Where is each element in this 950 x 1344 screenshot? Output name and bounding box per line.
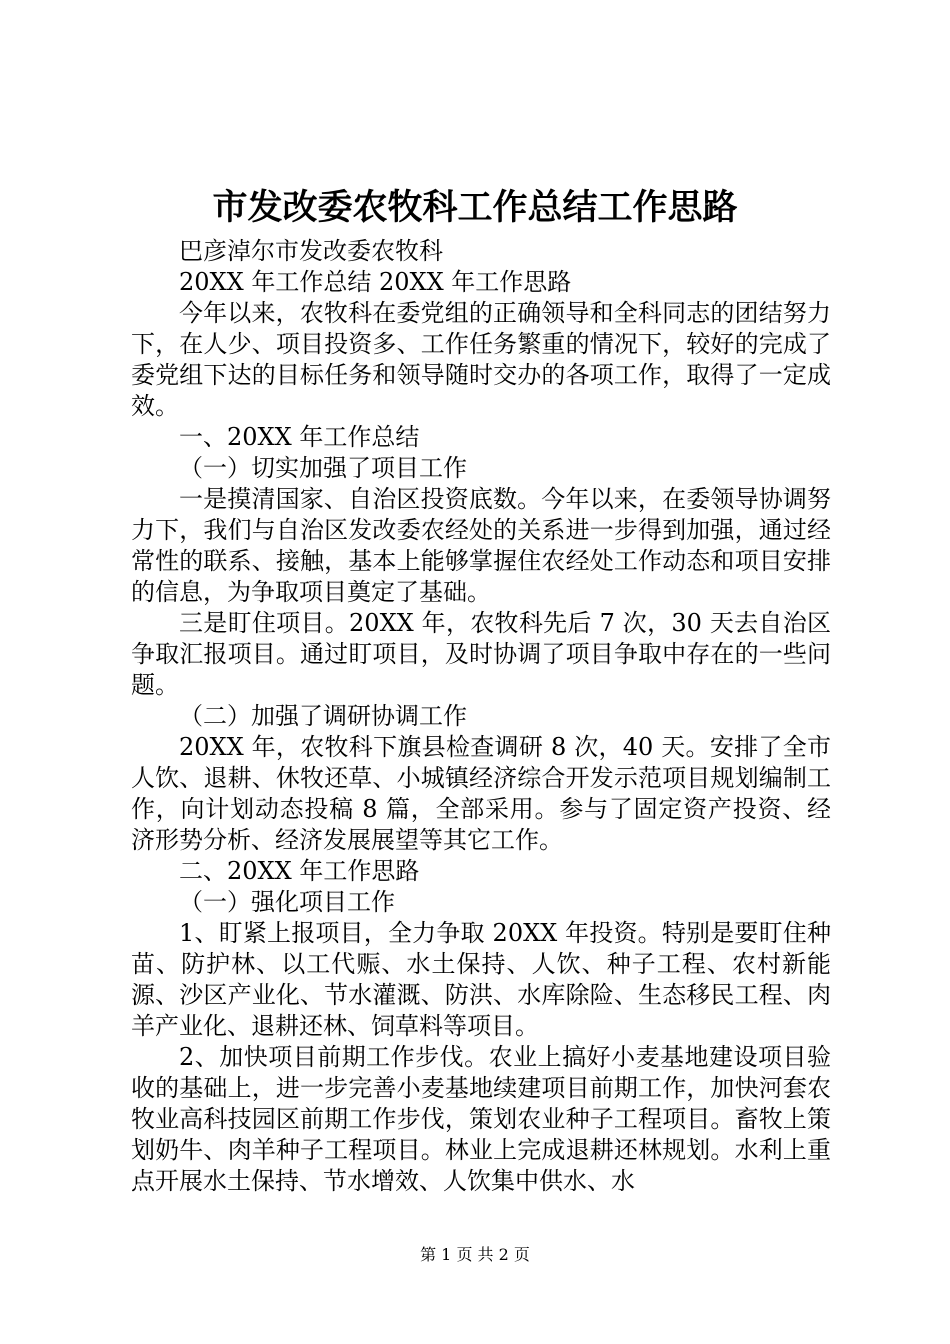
subsection-heading-research: （二）加强了调研协调工作 xyxy=(179,702,467,730)
subsection-heading-strengthen: （一）强化项目工作 xyxy=(179,888,395,916)
paragraph-track-projects: 三是盯住项目。20XX 年，农牧科先后 7 次，30 天去自治区争取汇报项目。通过盯项目，及时协调了项目争取中存在的一些问题。 xyxy=(131,609,831,699)
page-footer: 第 1 页 共 2 页 xyxy=(420,1245,530,1264)
document-title: 市发改委农牧科工作总结工作思路 xyxy=(212,188,738,228)
paragraph-org-name: 巴彦淖尔市发改委农牧科 xyxy=(179,237,443,265)
subsection-heading-projects: （一）切实加强了项目工作 xyxy=(179,454,467,482)
paragraph-subtitle: 20XX 年工作总结 20XX 年工作思路 xyxy=(179,268,572,296)
paragraph-investment-base: 一是摸清国家、自治区投资底数。今年以来，在委领导协调努力下，我们与自治区发改委农经处的关系进一步得到加强，通过经常性的联系、接触，基本上能够掌握住农经处工作动态和项目安排的信息，为争取项目奠定了基础。 xyxy=(131,485,831,606)
section-heading-summary: 一、20XX 年工作总结 xyxy=(179,423,420,451)
document-body xyxy=(131,236,831,1197)
paragraph-plan-item-2: 2、加快项目前期工作步伐。农业上搞好小麦基地建设项目验收的基础上，进一步完善小麦基地续建项目前期工作，加快河套农牧业高科技园区前期工作步伐，策划农业种子工程项目。畜牧上策划奶牛、肉羊种子工程项目。林业上完成退耕还林规划。水利上重点开展水土保持、节水增效、人饮集中供水、水 xyxy=(131,1043,831,1195)
paragraph-plan-item-1: 1、盯紧上报项目，全力争取 20XX 年投资。特别是要盯住种苗、防护林、以工代赈、水土保持、人饮、种子工程、农村新能源、沙区产业化、节水灌溉、防洪、水库除险、生态移民工程、肉羊产业化、退耕还林、饲草料等项目。 xyxy=(131,919,831,1040)
paragraph-intro: 今年以来，农牧科在委党组的正确领导和全科同志的团结努力下，在人少、项目投资多、工作任务繁重的情况下，较好的完成了委党组下达的目标任务和领导随时交办的各项工作，取得了一定成效。 xyxy=(131,299,831,420)
paragraph-research: 20XX 年，农牧科下旗县检查调研 8 次，40 天。安排了全市人饮、退耕、休牧还草、小城镇经济综合开发示范项目规划编制工作，向计划动态投稿 8 篇，全部采用。参与了固定资产投资、经济形势分析、经济发展展望等其它工作。 xyxy=(131,733,831,854)
section-heading-plans: 二、20XX 年工作思路 xyxy=(179,857,420,885)
